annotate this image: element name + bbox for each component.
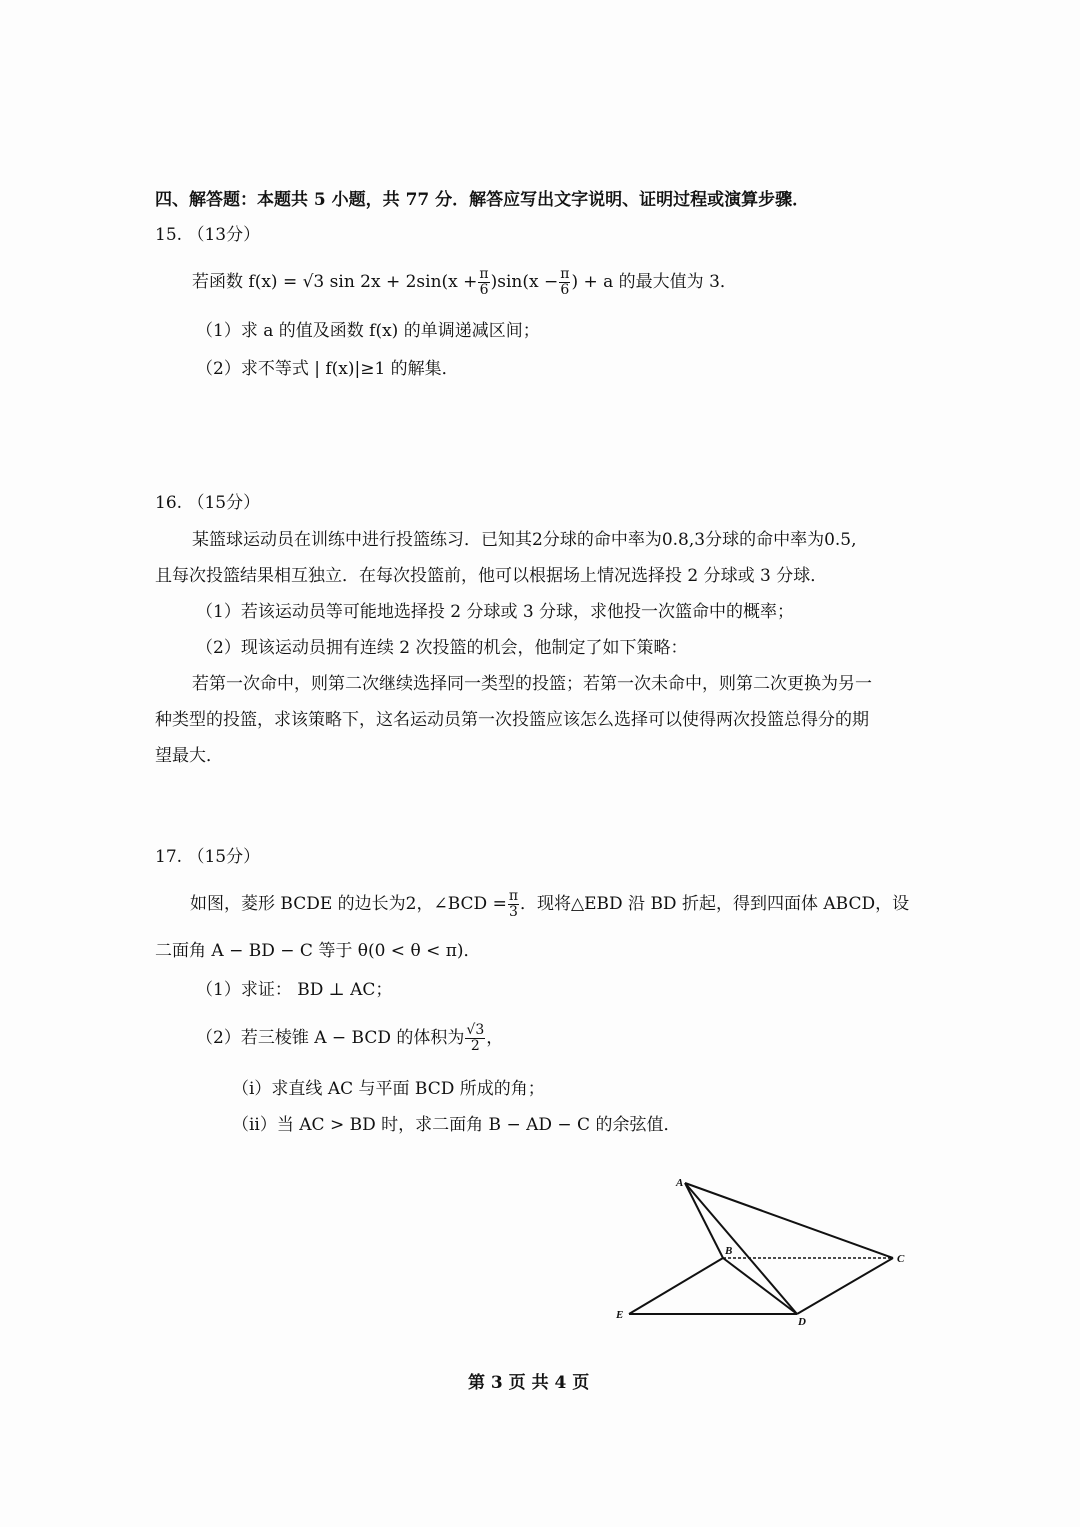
stem-text: )sin(x − [490, 272, 559, 292]
label-E: E [616, 1309, 624, 1321]
numerator: π [560, 266, 570, 282]
q17-line2: 二面角 A − BD − C 等于 θ(0 < θ < π)． [155, 941, 481, 961]
label-B: B [725, 1245, 733, 1257]
numerator: √3 [466, 1022, 485, 1038]
label-C: C [897, 1253, 905, 1265]
stem-text: ．现将△EBD 沿 BD 折起，得到四面体 ABCD，设 [520, 894, 910, 914]
q16-line2: 且每次投篮结果相互独立．在每次投篮前，他可以根据场上情况选择投 2 分球或 3 分球． [155, 566, 828, 586]
question-number: 17. [155, 847, 183, 867]
page-footer: 第 3 页 共 4 页 [468, 1373, 590, 1393]
q15-header [155, 223, 260, 247]
q17-part2 [196, 1018, 503, 1058]
stem-text: ， [486, 1028, 504, 1048]
fraction [559, 267, 570, 298]
question-points: （15分） [187, 493, 261, 513]
q15-stem [192, 262, 737, 302]
q16-line1: 某篮球运动员在训练中进行投篮练习．已知其2分球的命中率为0.8,3分球的命中率为0.5, [192, 530, 857, 550]
question-number: 15. [155, 225, 183, 245]
q17-header [155, 845, 260, 869]
fraction [465, 1023, 485, 1054]
edge-BE [629, 1258, 723, 1314]
denominator: 2 [470, 1038, 480, 1054]
denominator: 6 [479, 282, 489, 298]
stem-text: （2）若三棱锥 A − BCD 的体积为 [196, 1028, 465, 1048]
tetrahedron-figure [600, 1160, 920, 1330]
stem-text: 如图，菱形 BCDE 的边长为2，∠BCD = [190, 894, 507, 914]
label-D: D [798, 1316, 806, 1328]
fraction [508, 889, 519, 920]
question-points: （13分） [187, 225, 261, 245]
label-A: A [676, 1177, 684, 1189]
q16-header [155, 491, 260, 515]
q17-sub-i: （i）求直线 AC 与平面 BCD 所成的角； [232, 1079, 545, 1099]
numerator: π [479, 266, 489, 282]
q17-line1 [190, 884, 909, 924]
denominator: 3 [508, 904, 518, 920]
q17-part1: （1）求证： BD ⊥ AC； [196, 980, 393, 1000]
q17-sub-ii: （ii）当 AC > BD 时，求二面角 B − AD − C 的余弦值． [232, 1115, 681, 1135]
fraction [478, 267, 489, 298]
q16-part2: （2）现该运动员拥有连续 2 次投篮的机会，他制定了如下策略： [196, 638, 688, 658]
section-header: 四、解答题：本题共 5 小题，共 77 分．解答应写出文字说明、证明过程或演算步骤． [155, 190, 810, 210]
numerator: π [508, 888, 519, 904]
question-number: 16. [155, 493, 183, 513]
edge-CD [797, 1258, 893, 1314]
q16-line5: 望最大． [155, 746, 223, 766]
q16-part1: （1）若该运动员等可能地选择投 2 分球或 3 分球，求他投一次篮命中的概率； [196, 602, 795, 622]
edge-BD [723, 1258, 797, 1314]
denominator: 6 [560, 282, 570, 298]
stem-text: 若函数 f(x) = √3 sin 2x + 2sin(x + [192, 272, 478, 292]
stem-text: ) + a 的最大值为 3． [571, 272, 737, 292]
q16-line3: 若第一次命中，则第二次继续选择同一类型的投篮；若第一次未命中，则第二次更换为另一 [192, 674, 872, 694]
q15-part2: （2）求不等式 | f(x)|≥1 的解集． [196, 359, 459, 379]
q15-part1: （1）求 a 的值及函数 f(x) 的单调递减区间； [196, 321, 540, 341]
q16-line4: 种类型的投篮，求该策略下，这名运动员第一次投篮应该怎么选择可以使得两次投篮总得分的期 [155, 710, 869, 730]
question-points: （15分） [187, 847, 261, 867]
